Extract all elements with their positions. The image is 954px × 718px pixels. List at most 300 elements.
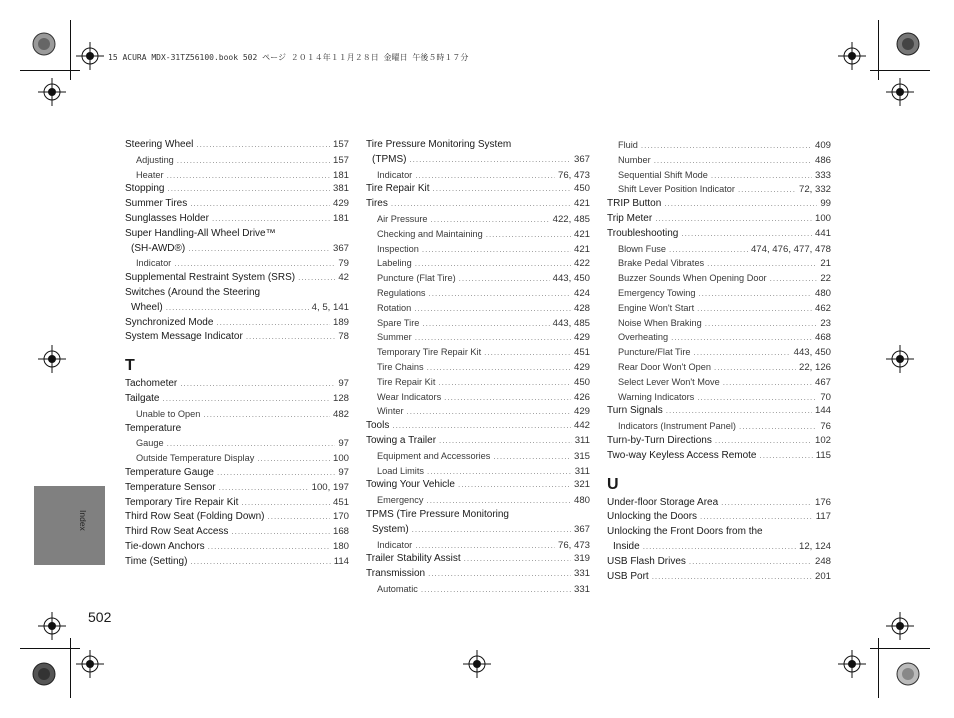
color-swatch-disc-icon <box>32 32 56 56</box>
entry-term: Tires <box>366 198 388 210</box>
entry-page-ref[interactable]: 428 <box>573 302 590 314</box>
entry-page-ref[interactable]: 22 <box>820 273 831 285</box>
index-subentry[interactable] <box>607 242 831 257</box>
entry-term: Emergency <box>377 495 424 506</box>
dot-leader <box>219 481 309 496</box>
entry-page-ref[interactable]: 99 <box>820 198 831 210</box>
entry-page-ref[interactable]: 21 <box>820 258 831 270</box>
dot-leader <box>190 197 330 212</box>
entry-term: Super Handling-All Wheel Drive™ <box>125 227 276 239</box>
index-subentry[interactable] <box>366 168 590 183</box>
entry-page-ref[interactable]: 367 <box>573 153 590 165</box>
entry-page-ref[interactable]: 421 <box>573 198 590 210</box>
dot-leader <box>711 169 812 183</box>
entry-term: Buzzer Sounds When Opening Door <box>618 273 767 284</box>
entry-page-ref[interactable]: 426 <box>573 391 590 403</box>
entry-page-ref[interactable]: 467 <box>814 376 831 388</box>
entry-term: Trailer Stability Assist <box>366 553 461 565</box>
index-entry[interactable] <box>607 496 831 511</box>
entry-term: Tire Pressure Monitoring System <box>366 139 512 150</box>
entry-page-ref[interactable]: 76 <box>820 421 831 433</box>
entry-term: Tire Repair Kit <box>377 376 436 387</box>
entry-term: Rotation <box>377 302 412 313</box>
entry-term: Adjusting <box>136 154 174 165</box>
entry-page-ref[interactable]: 367 <box>332 242 349 254</box>
index-entry[interactable] <box>125 510 349 525</box>
dot-leader <box>664 197 817 212</box>
color-swatch-disc-icon <box>896 32 920 56</box>
index-entry[interactable] <box>125 212 349 227</box>
entry-term: Fluid <box>618 140 638 150</box>
entry-term: Noise When Braking <box>618 317 702 328</box>
dot-leader <box>414 302 571 316</box>
entry-term: Turn Signals <box>607 405 663 417</box>
dot-leader <box>715 434 812 449</box>
entry-page-ref[interactable]: 319 <box>573 553 590 565</box>
entry-term: Summer Tires <box>125 198 188 210</box>
entry-term: Overheating <box>618 332 669 343</box>
index-entry[interactable] <box>607 570 831 585</box>
entry-term: Two-way Keyless Access Remote <box>607 449 757 461</box>
entry-term: USB Flash Drives <box>607 555 686 567</box>
entry-page-ref[interactable]: 181 <box>332 212 349 224</box>
dot-leader <box>162 392 330 407</box>
entry-page-ref[interactable]: 480 <box>573 495 590 507</box>
entry-term: Synchronized Mode <box>125 316 214 328</box>
entry-page-ref[interactable]: 97 <box>338 466 349 478</box>
crop-line <box>20 648 80 649</box>
registration-target-icon <box>38 612 66 640</box>
entry-term: Transmission <box>366 568 426 580</box>
entry-page-ref[interactable]: 442 <box>573 420 590 432</box>
index-subentry[interactable] <box>366 256 590 271</box>
index-subentry[interactable] <box>366 404 590 419</box>
index-subentry[interactable] <box>607 286 831 301</box>
index-entry[interactable] <box>125 466 349 481</box>
entry-page-ref[interactable]: 157 <box>332 139 349 150</box>
entry-page-ref[interactable]: 486 <box>814 154 831 166</box>
index-subentry[interactable] <box>125 436 349 451</box>
entry-term: (SH-AWD®) <box>131 242 186 254</box>
dot-leader <box>268 510 330 525</box>
index-entry-continuation[interactable] <box>125 242 349 257</box>
index-subentry[interactable] <box>607 168 831 183</box>
entry-page-ref[interactable]: 315 <box>573 450 590 462</box>
dot-leader <box>666 404 812 419</box>
dot-leader <box>415 257 571 271</box>
entry-page-ref[interactable]: 429 <box>332 198 349 210</box>
entry-page-ref[interactable]: 409 <box>814 140 831 151</box>
entry-page-ref[interactable]: 22, 126 <box>798 361 831 373</box>
entry-page-ref[interactable]: 102 <box>814 434 831 446</box>
index-subentry[interactable] <box>125 256 349 271</box>
entry-term: Select Lever Won't Move <box>618 376 720 387</box>
entry-page-ref[interactable]: 422, 485 <box>552 213 590 225</box>
entry-page-ref[interactable]: 462 <box>814 302 831 314</box>
dot-leader <box>409 153 571 168</box>
dot-leader <box>231 525 330 540</box>
index-entry[interactable] <box>125 330 349 345</box>
index-entry[interactable] <box>125 197 349 212</box>
entry-page-ref[interactable]: 421 <box>573 228 590 240</box>
index-entry[interactable] <box>366 567 590 582</box>
entry-page-ref[interactable]: 128 <box>332 392 349 404</box>
index-side-tab <box>34 486 105 565</box>
entry-term: Unlocking the Front Doors from the <box>607 526 763 538</box>
entry-page-ref[interactable]: 482 <box>332 408 349 420</box>
entry-page-ref[interactable]: 117 <box>815 511 831 523</box>
dot-leader <box>427 465 572 479</box>
entry-term: Indicator <box>377 169 413 180</box>
index-subentry[interactable] <box>366 301 590 316</box>
dot-leader <box>174 257 335 271</box>
entry-term: Automatic <box>377 583 418 594</box>
entry-term: Number <box>618 154 651 165</box>
index-subentry[interactable] <box>607 330 831 345</box>
index-entry[interactable] <box>607 449 831 464</box>
dot-leader <box>643 540 796 555</box>
entry-page-ref[interactable]: 429 <box>573 361 590 373</box>
index-entry-continuation[interactable] <box>366 153 590 168</box>
entry-page-ref[interactable]: 100 <box>332 453 349 465</box>
index-subentry[interactable] <box>366 212 590 227</box>
dot-leader <box>439 434 572 449</box>
index-entry[interactable] <box>125 481 349 496</box>
index-subentry[interactable] <box>607 182 831 197</box>
index-subentry[interactable] <box>366 227 590 242</box>
entry-term: USB Port <box>607 570 649 582</box>
dot-leader <box>429 287 571 301</box>
dot-leader <box>698 287 812 301</box>
index-entry[interactable] <box>125 422 349 437</box>
entry-page-ref[interactable]: 181 <box>332 169 349 181</box>
registration-target-icon <box>76 650 104 678</box>
index-subentry[interactable] <box>366 538 590 553</box>
entry-term: Checking and Maintaining <box>377 228 483 239</box>
index-entry[interactable] <box>607 212 831 227</box>
entry-page-ref[interactable]: 97 <box>338 378 349 390</box>
dot-leader <box>760 449 813 464</box>
dot-leader <box>431 213 550 227</box>
index-entry[interactable] <box>366 419 590 434</box>
entry-page-ref[interactable]: 78 <box>338 331 349 343</box>
entry-term: Emergency Towing <box>618 287 696 298</box>
entry-term: Stopping <box>125 183 165 195</box>
dot-leader <box>217 466 335 481</box>
entry-term: Unlocking the Doors <box>607 511 698 523</box>
entry-term: Tire Chains <box>377 361 424 372</box>
entry-page-ref[interactable]: 76, 473 <box>557 539 590 551</box>
entry-page-ref[interactable]: 23 <box>820 317 831 329</box>
entry-page-ref[interactable]: 4, 5, 141 <box>311 301 349 313</box>
index-subentry[interactable] <box>366 360 590 375</box>
index-entry[interactable] <box>125 227 349 242</box>
entry-term: Gauge <box>136 438 164 449</box>
index-entry[interactable] <box>125 555 349 570</box>
dot-leader <box>208 540 330 555</box>
index-subentry[interactable] <box>607 375 831 390</box>
registration-target-icon <box>886 78 914 106</box>
registration-target-icon <box>886 612 914 640</box>
dot-leader <box>422 243 571 257</box>
entry-page-ref[interactable]: 480 <box>814 287 831 299</box>
entry-page-ref[interactable]: 421 <box>573 243 590 255</box>
entry-page-ref[interactable]: 422 <box>573 258 590 270</box>
index-entry[interactable] <box>366 197 590 212</box>
dot-leader <box>167 182 330 197</box>
entry-term: Time (Setting) <box>125 555 188 567</box>
entry-page-ref[interactable]: 333 <box>814 169 831 181</box>
entry-page-ref[interactable]: 115 <box>815 449 831 461</box>
index-entry[interactable] <box>125 525 349 540</box>
entry-page-ref[interactable]: 321 <box>573 479 590 491</box>
entry-term: Indicators (Instrument Panel) <box>618 421 736 432</box>
registration-target-icon <box>38 78 66 106</box>
index-entry[interactable] <box>607 434 831 449</box>
crop-line <box>870 70 930 71</box>
index-subentry[interactable] <box>125 451 349 466</box>
index-subentry[interactable] <box>607 316 831 331</box>
index-column-1 <box>125 138 349 570</box>
dot-leader <box>458 478 571 493</box>
entry-term: Temperature Sensor <box>125 481 216 493</box>
crop-line <box>70 20 71 80</box>
index-subentry[interactable] <box>607 390 831 405</box>
entry-term: Air Pressure <box>377 213 428 224</box>
dot-leader <box>407 405 571 419</box>
index-subentry[interactable] <box>366 375 590 390</box>
dot-leader <box>167 169 330 183</box>
entry-page-ref[interactable]: 176 <box>814 496 831 508</box>
dot-leader <box>257 452 330 466</box>
index-entry[interactable] <box>366 508 590 523</box>
index-entry[interactable] <box>125 286 349 301</box>
entry-term: Engine Won't Start <box>618 302 695 313</box>
entry-page-ref[interactable]: 441 <box>814 227 831 239</box>
index-entry[interactable] <box>607 525 831 540</box>
entry-page-ref[interactable]: 443, 485 <box>552 317 590 329</box>
index-entry[interactable] <box>125 496 349 511</box>
dot-leader <box>705 317 818 331</box>
index-entry-continuation[interactable] <box>366 523 590 538</box>
entry-page-ref[interactable]: 450 <box>573 183 590 195</box>
index-entry[interactable] <box>125 138 349 153</box>
dot-leader <box>433 182 571 197</box>
registration-target-icon <box>886 345 914 373</box>
dot-leader <box>212 212 330 227</box>
entry-page-ref[interactable]: 367 <box>573 523 590 535</box>
dot-leader <box>464 552 571 567</box>
index-subentry[interactable] <box>366 493 590 508</box>
index-entry[interactable] <box>125 271 349 286</box>
entry-page-ref[interactable]: 429 <box>573 332 590 344</box>
entry-page-ref[interactable]: 381 <box>332 183 349 195</box>
entry-term: Indicator <box>136 258 172 269</box>
index-subentry[interactable] <box>607 138 831 153</box>
index-subentry[interactable] <box>125 168 349 183</box>
index-entry[interactable] <box>366 182 590 197</box>
entry-term: Temporary Tire Repair Kit <box>125 496 239 508</box>
entry-page-ref[interactable]: 76, 473 <box>557 169 590 181</box>
dot-leader <box>422 317 549 331</box>
entry-term: Indicator <box>377 539 413 550</box>
dot-leader <box>412 523 571 538</box>
entry-page-ref[interactable]: 72, 332 <box>798 184 831 196</box>
registration-target-icon <box>838 650 866 678</box>
dot-leader <box>421 583 571 597</box>
dot-leader <box>392 419 571 434</box>
index-entry[interactable] <box>366 478 590 493</box>
entry-term: Unable to Open <box>136 408 201 419</box>
entry-page-ref[interactable]: 79 <box>338 258 349 270</box>
entry-page-ref[interactable]: 451 <box>573 347 590 359</box>
index-entry[interactable] <box>607 510 831 525</box>
dot-leader <box>739 420 817 434</box>
entry-term: TPMS (Tire Pressure Monitoring <box>366 508 509 520</box>
entry-page-ref[interactable]: 189 <box>332 316 349 328</box>
entry-page-ref[interactable]: 311 <box>574 465 590 477</box>
dot-leader <box>177 154 330 168</box>
entry-page-ref[interactable]: 450 <box>573 376 590 388</box>
entry-page-ref[interactable]: 331 <box>573 568 590 580</box>
entry-term: Blown Fuse <box>618 243 667 254</box>
index-subentry[interactable] <box>366 286 590 301</box>
dot-leader <box>707 257 817 271</box>
dot-leader <box>493 450 571 464</box>
entry-term: Temporary Tire Repair Kit <box>377 347 482 358</box>
index-entry[interactable] <box>607 555 831 570</box>
entry-term: Tools <box>366 420 390 432</box>
dot-leader <box>714 361 796 375</box>
index-subentry[interactable] <box>366 242 590 257</box>
index-entry[interactable] <box>125 377 349 392</box>
entry-term: Temperature <box>125 422 182 434</box>
index-entry[interactable] <box>607 197 831 212</box>
registration-target-icon <box>38 345 66 373</box>
entry-page-ref[interactable]: 180 <box>332 540 349 552</box>
crop-line <box>878 638 879 698</box>
index-subentry[interactable] <box>366 330 590 345</box>
index-entry[interactable] <box>366 434 590 449</box>
entry-term: Tailgate <box>125 392 160 404</box>
index-subentry[interactable] <box>366 390 590 405</box>
index-entry[interactable] <box>125 392 349 407</box>
dot-leader <box>654 154 812 168</box>
index-subentry[interactable] <box>125 407 349 422</box>
entry-term: Under-floor Storage Area <box>607 496 719 508</box>
index-entry[interactable] <box>607 404 831 419</box>
dot-leader <box>391 197 571 212</box>
index-column-3 <box>607 138 831 584</box>
index-subentry[interactable] <box>607 153 831 168</box>
index-subentry[interactable] <box>607 256 831 271</box>
dot-leader <box>167 437 336 451</box>
index-subentry[interactable] <box>366 316 590 331</box>
entry-term: Regulations <box>377 287 426 298</box>
entry-page-ref[interactable]: 100 <box>814 212 831 224</box>
entry-page-ref[interactable]: 168 <box>332 526 349 538</box>
dot-leader <box>641 139 812 153</box>
entry-term: Third Row Seat (Folding Down) <box>125 511 265 523</box>
entry-page-ref[interactable]: 157 <box>332 154 349 166</box>
entry-page-ref[interactable]: 12, 124 <box>798 540 831 552</box>
index-entry[interactable] <box>125 182 349 197</box>
dot-leader <box>484 346 571 360</box>
index-entry[interactable] <box>125 540 349 555</box>
index-subentry[interactable] <box>366 582 590 597</box>
entry-term: Tachometer <box>125 378 178 390</box>
index-subentry[interactable] <box>366 449 590 464</box>
entry-page-ref[interactable]: 331 <box>573 583 590 595</box>
dot-leader <box>415 169 555 183</box>
entry-page-ref[interactable]: 443, 450 <box>793 347 831 359</box>
index-subentry[interactable] <box>607 271 831 286</box>
dot-leader <box>723 376 812 390</box>
entry-page-ref[interactable]: 311 <box>574 434 590 446</box>
dot-leader <box>770 272 818 286</box>
entry-page-ref[interactable]: 144 <box>814 405 831 417</box>
index-entry[interactable] <box>366 138 590 153</box>
entry-page-ref[interactable]: 100, 197 <box>311 481 349 493</box>
index-entry-continuation[interactable] <box>607 540 831 555</box>
index-entry-continuation[interactable] <box>125 301 349 316</box>
index-subentry[interactable] <box>607 360 831 375</box>
entry-term: Rear Door Won't Open <box>618 361 711 372</box>
index-subentry[interactable] <box>607 345 831 360</box>
entry-term: Tire Repair Kit <box>366 183 430 195</box>
index-column-2 <box>366 138 590 597</box>
dot-leader <box>246 330 336 345</box>
entry-page-ref[interactable]: 97 <box>338 438 349 450</box>
entry-term: Warning Indicators <box>618 391 695 402</box>
entry-page-ref[interactable]: 170 <box>332 511 349 523</box>
entry-page-ref[interactable]: 429 <box>573 406 590 418</box>
entry-page-ref[interactable]: 201 <box>814 570 831 582</box>
entry-page-ref[interactable]: 468 <box>814 332 831 344</box>
entry-page-ref[interactable]: 70 <box>820 391 831 403</box>
dot-leader <box>190 555 330 570</box>
entry-page-ref[interactable]: 42 <box>338 272 349 284</box>
entry-page-ref[interactable]: 451 <box>332 496 349 508</box>
entry-term: Brake Pedal Vibrates <box>618 258 705 269</box>
index-entry[interactable] <box>125 316 349 331</box>
entry-page-ref[interactable]: 114 <box>333 555 349 567</box>
index-subentry[interactable] <box>607 301 831 316</box>
index-entry[interactable] <box>366 552 590 567</box>
entry-term: Heater <box>136 169 164 180</box>
entry-page-ref[interactable]: 248 <box>814 555 831 567</box>
dot-leader <box>241 496 330 511</box>
dot-leader <box>697 391 817 405</box>
entry-term: Supplemental Restraint System (SRS) <box>125 272 296 284</box>
index-subentry[interactable] <box>366 271 590 286</box>
entry-page-ref[interactable]: 474, 476, 477, 478 <box>750 243 831 255</box>
entry-page-ref[interactable]: 443, 450 <box>552 273 590 285</box>
dot-leader <box>486 228 571 242</box>
entry-term: Load Limits <box>377 465 424 476</box>
index-subentry[interactable] <box>125 153 349 168</box>
index-subentry[interactable] <box>607 419 831 434</box>
index-entry[interactable] <box>607 227 831 242</box>
entry-term: Summer <box>377 332 412 343</box>
index-subentry[interactable] <box>366 464 590 479</box>
entry-page-ref[interactable]: 424 <box>573 287 590 299</box>
dot-leader <box>298 271 335 286</box>
entry-term: Troubleshooting <box>607 227 679 239</box>
crop-line <box>20 70 80 71</box>
index-subentry[interactable] <box>366 345 590 360</box>
entry-term: Outside Temperature Display <box>136 453 255 464</box>
